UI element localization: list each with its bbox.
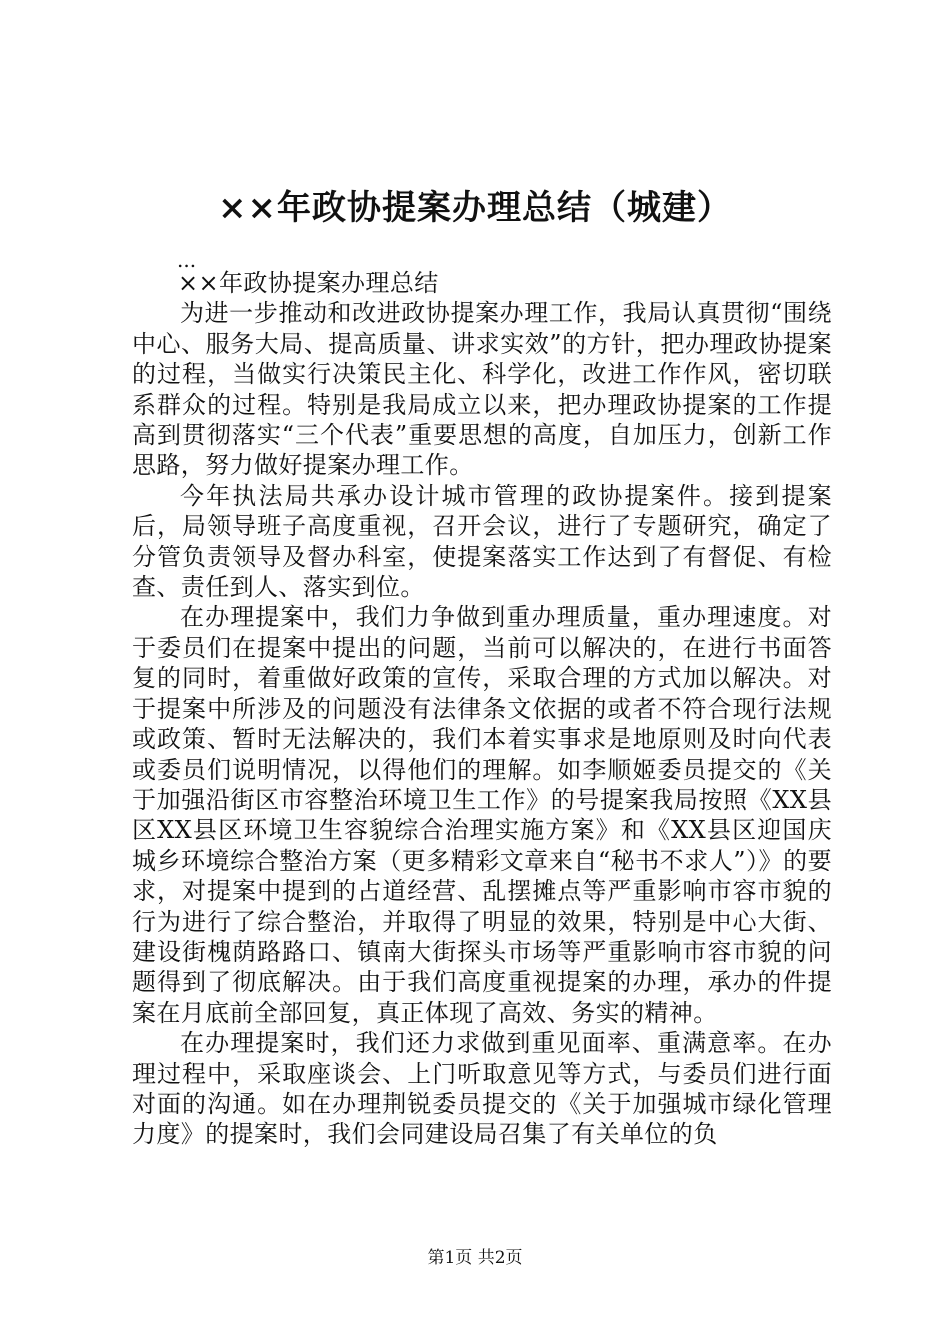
page-footer: 第1页 共2页 — [427, 1248, 523, 1268]
paragraph-assignment: 今年执法局共承办设计城市管理的政协提案件。接到提案后，局领导班子高度重视，召开会议，进行了专题研究，确定了分管负责领导及督办科室，使提案落实工作达到了有督促、有检查、责任到人、落实到位。 — [132, 481, 832, 602]
document-subtitle: ××年政协提案办理总结 — [178, 269, 439, 297]
document-body — [132, 268, 832, 1150]
paragraph-intro: 为进一步推动和改进政协提案办理工作，我局认真贯彻“围绕中心、服务大局、提高质量、讲求实效”的方针，把办理政协提案的过程，当做实行决策民主化、科学化，改进工作作风，密切联系群众的过程。特别是我局成立以来，把办理政协提案的工作提高到贯彻落实“三个代表”重要思想的高度，自加压力，创新工作思路，努力做好提案办理工作。 — [132, 299, 832, 480]
document-title: ××年政协提案办理总结（城建） — [218, 188, 732, 228]
paragraph-quality-speed: 在办理提案中，我们力争做到重办理质量，重办理速度。对于委员们在提案中提出的问题，当前可以解决的，在进行书面答复的同时，着重做好政策的宣传，采取合理的方式加以解决。对于提案中所涉及的问题没有法律条文依据的或者不符合现行法规或政策、暂时无法解决的，我们本着实事求是地原则及时向代表或委员们说明情况，以得他们的理解。如李顺姬委员提交的《关于加强沿街区市容整治环境卫生工作》的号提案我局按照《XX县区XX县区环境卫生容貌综合治理实施方案》和《XX县区迎国庆城乡环境综合整治方案（更多精彩文章来自“秘书不求人”）》的要求，对提案中提到的占道经营、乱摆摊点等严重影响市容市貌的行为进行了综合整治，并取得了明显的效果，特别是中心大街、建设街槐荫路路口、镇南大街探头市场等严重影响市容市貌的问题得到了彻底解决。由于我们高度重视提案的办理，承办的件提案在月底前全部回复，真正体现了高效、务实的精神。 — [132, 603, 832, 1027]
paragraph-meeting-satisfaction: 在办理提案时，我们还力求做到重见面率、重满意率。在办理过程中，采取座谈会、上门听取意见等方式，与委员们进行面对面的沟通。如在办理荆锐委员提交的《关于加强城市绿化管理力度》的提案时，我们会同建设局召集了有关单位的负 — [132, 1029, 832, 1149]
ellipsis-mark: ... — [177, 248, 197, 272]
